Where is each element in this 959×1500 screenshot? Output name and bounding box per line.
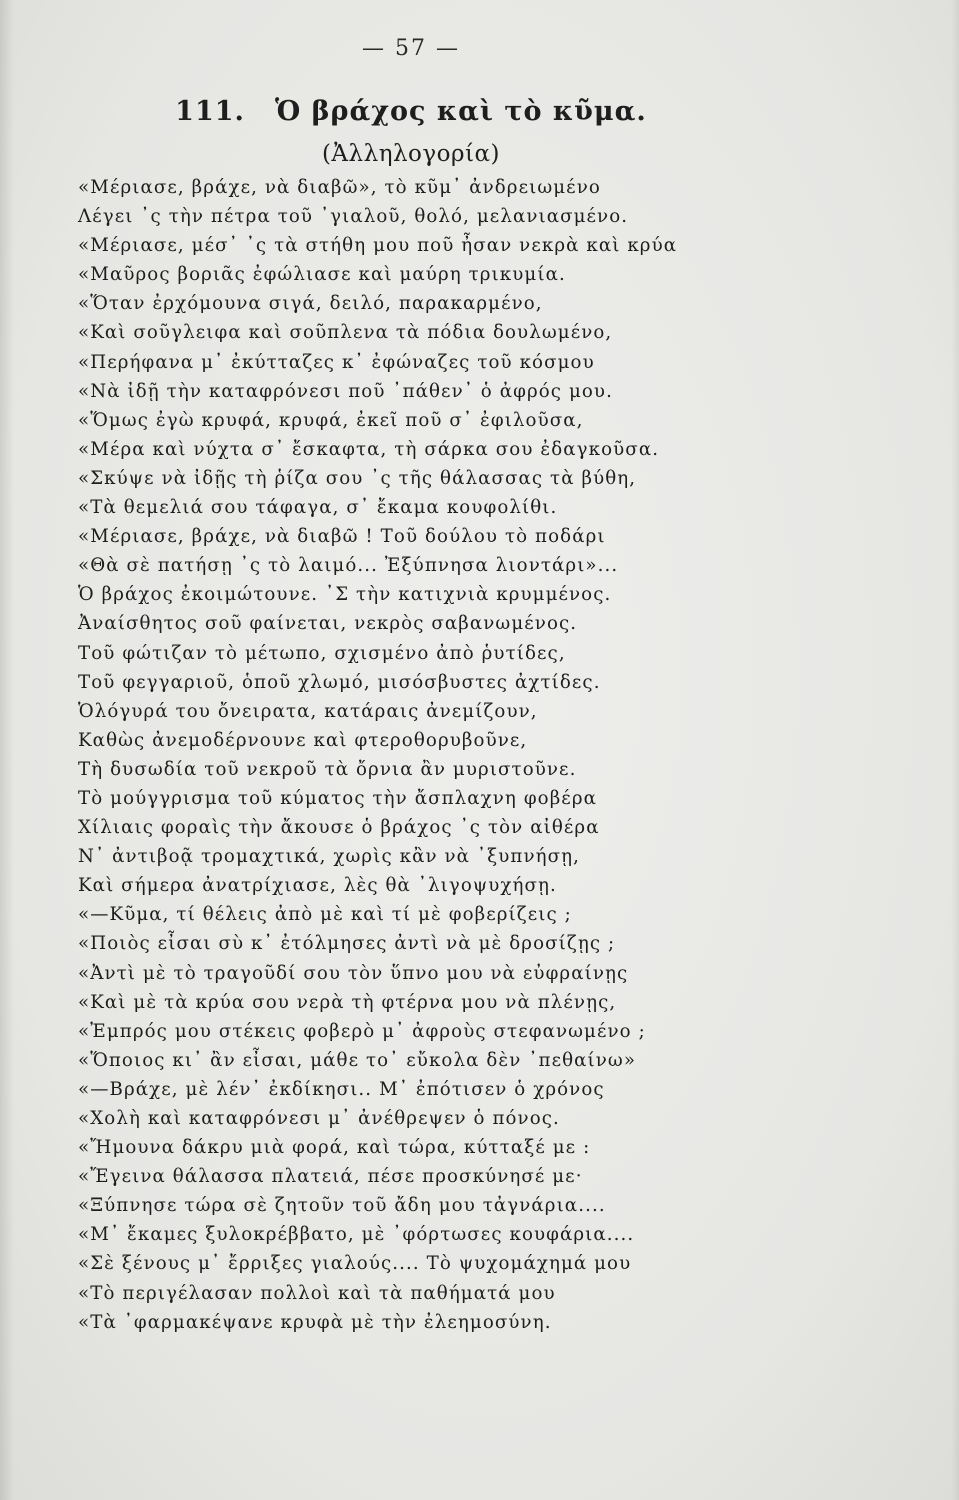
poem-line: «Ἐμπρός μου στέκεις φοβερὸ μ᾽ ἀφροὺς στεφανωμένο ; (78, 1020, 646, 1042)
poem-line: Ν᾽ ἀντιβοᾷ τρομαχτικά, χωρὶς κἂν νὰ ᾽ξυπνήσῃ, (78, 846, 580, 868)
poem-line: «Μαῦρος βοριᾶς ἐφώλιασε καὶ μαύρη τρικυμία. (78, 264, 566, 286)
poem-line: Λέγει ᾽ς τὴν πέτρα τοῦ ᾽γιαλοῦ, θολό, μελανιασμένο. (78, 206, 629, 228)
right-page-shadow (951, 0, 959, 1500)
poem-line: «Μέρα καὶ νύχτα σ᾽ ἔσκαφτα, τὴ σάρκα σου ἐδαγκοῦσα. (78, 438, 660, 460)
poem-line: «Ἔγεινα θάλασσα πλατειά, πέσε προσκύνησέ με· (78, 1166, 583, 1188)
poem-line: Τὸ μούγγρισμα τοῦ κύματος τὴν ἄσπλαχνη φοβέρα (78, 787, 598, 809)
poem-line: «Ξύπνησε τώρα σὲ ζητοῦν τοῦ ἄδη μου τἀγνάρια.... (78, 1195, 606, 1217)
poem-line: «—Κῦμα, τί θέλεις ἀπὸ μὲ καὶ τί μὲ φοβερίζεις ; (78, 904, 572, 926)
poem-line: «Ἀντὶ μὲ τὸ τραγοῦδί σου τὸν ὕπνο μου νὰ εὐφραίνῃς (78, 962, 629, 984)
poem-line: «Καὶ μὲ τὰ κρύα σου νερὰ τὴ φτέρνα μου νὰ πλένῃς, (78, 991, 617, 1013)
poem-line: «Ὅποιος κι᾽ ἂν εἶσαι, μάθε το᾽ εὔκολα δὲν ᾽πεθαίνω» (78, 1049, 637, 1071)
poem-line: «Μέριασε, μέσ᾽ ᾽ς τὰ στήθη μου ποῦ ἦσαν νεκρὰ καὶ κρύα (78, 235, 678, 257)
poem-subtitle: (Ἀλληλογορία) (321, 141, 501, 167)
poem-line: «Τὰ ᾽φαρμακέψανε κρυφὰ μὲ τὴν ἐλεημοσύνη. (78, 1311, 552, 1333)
poem-line: Τὴ δυσωδία τοῦ νεκροῦ τὰ ὄρνια ἂν μυριστοῦνε. (78, 758, 577, 780)
poem-line: «Μ᾽ ἔκαμες ξυλοκρέββατο, μὲ ᾽φόρτωσες κουφάρια.... (78, 1224, 635, 1246)
poem-line: «Τὸ περιγέλασαν πολλοὶ καὶ τὰ παθήματά μου (78, 1282, 556, 1304)
poem-line: «Περήφανα μ᾽ ἐκύτταζες κ᾽ ἐφώναζες τοῦ κόσμου (78, 351, 595, 373)
poem-line: «Χολὴ καὶ καταφρόνεσι μ᾽ ἀνέθρεψεν ὁ πόνος. (78, 1108, 560, 1129)
poem-line: Ὁ βράχος ἐκοιμώτουνε. ᾽Σ τὴν κατιχνιὰ κρυμμένος. (78, 584, 612, 606)
poem-line: Τοῦ φώτιζαν τὸ μέτωπο, σχισμένο ἀπὸ ῥυτίδες, (78, 642, 566, 664)
poem-line: «Ἤμουνα δάκρυ μιὰ φορά, καὶ τώρα, κύτταξέ με : (78, 1137, 591, 1159)
poem-line: «Καὶ σοῦγλειφα καὶ σοῦπλενα τὰ πόδια δουλωμένο, (78, 322, 613, 344)
poem-line: «Μέριασε, βράχε, νὰ διαβῶ ! Τοῦ δούλου τὸ ποδάρι (78, 526, 606, 548)
poem-line: «Τὰ θεμελιά σου τάφαγα, σ᾽ ἔκαμα κουφολίθι. (78, 497, 558, 519)
poem-line: «Σκύψε νὰ ἰδῇς τὴ ῥίζα σου ᾽ς τῆς θάλασσας τὰ βύθη, (78, 467, 637, 489)
poem-line: «Ὅμως ἐγὼ κρυφά, κρυφά, ἐκεῖ ποῦ σ᾽ ἐφιλοῦσα, (78, 409, 584, 431)
poem-line: «Ποιὸς εἶσαι σὺ κ᾽ ἐτόλμησες ἀντὶ νὰ μὲ δροσίζῃς ; (78, 933, 616, 955)
poem-line: «Ὅταν ἐρχόμουνα σιγά, δειλό, παρακαρμένο, (78, 293, 543, 315)
left-page-shadow (0, 0, 14, 1500)
poem-line: «Θὰ σὲ πατήσῃ ᾽ς τὸ λαιμό... Ἐξύπνησα λιοντάρι»... (78, 555, 619, 577)
poem-title-text: Ὁ βράχος καὶ τὸ κῦμα. (274, 96, 647, 127)
poem-title (0, 96, 822, 127)
poem-line: «—Βράχε, μὲ λέν᾽ ἐκδίκησι.. Μ᾽ ἐπότισεν ὁ χρόνος (78, 1078, 605, 1100)
poem-number: 111. (175, 96, 245, 127)
poem-line: «Νὰ ἰδῇ τὴν καταφρόνεσι ποῦ ᾽πάθεν᾽ ὁ ἀφρός μου. (78, 380, 613, 402)
poem-line: Ὁλόγυρά του ὄνειρατα, κατάραις ἀνεμίζουν, (78, 700, 538, 722)
poem-body (78, 173, 708, 1337)
poem-line: Τοῦ φεγγαριοῦ, ὁποῦ χλωμό, μισόσβυστες ἀχτίδες. (78, 671, 601, 693)
poem-line: Καθὼς ἀνεμοδέρνουνε καὶ φτεροθορυβοῦνε, (78, 729, 528, 751)
page-number: — 57 — (362, 36, 460, 61)
poem-line: Ἀναίσθητος σοῦ φαίνεται, νεκρὸς σαβανωμένος. (78, 613, 578, 635)
poem-line: «Σὲ ξένους μ᾽ ἔρριξες γιαλούς.... Τὸ ψυχομάχημά μου (78, 1253, 632, 1275)
poem-line: «Μέριασε, βράχε, νὰ διαβῶ», τὸ κῦμ᾽ ἀνδρειωμένο (78, 177, 601, 198)
poem-line: Χίλιαις φοραὶς τὴν ἄκουσε ὁ βράχος ᾽ς τὸν αἰθέρα (78, 817, 600, 839)
poem-line: Καὶ σήμερα ἀνατρίχιασε, λὲς θὰ ᾽λιγοψυχήσῃ. (78, 875, 557, 897)
